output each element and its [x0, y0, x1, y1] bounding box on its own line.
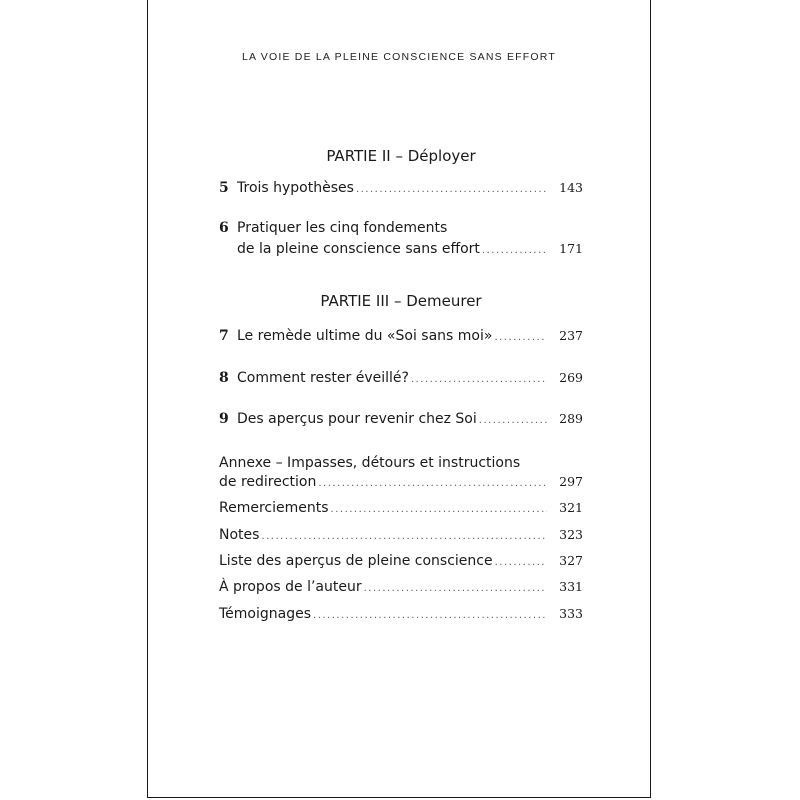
page-number: 333: [559, 606, 583, 621]
toc-entry-liste-apercus[interactable]: [219, 553, 583, 573]
dot-leader: [479, 415, 547, 426]
dot-leader: [313, 610, 547, 621]
chapter-number: 7: [219, 328, 229, 344]
dot-leader: [495, 557, 547, 568]
part-title-iii: PARTIE III – Demeurer: [320, 292, 482, 310]
table-of-contents: [219, 0, 583, 798]
toc-entry-chapter-9[interactable]: [219, 411, 583, 431]
dot-leader: [318, 478, 547, 489]
entry-title: Remerciements: [219, 500, 329, 516]
toc-entry-temoignages[interactable]: [219, 606, 583, 626]
entry-title: Liste des aperçus de pleine conscience: [219, 553, 493, 569]
entry-title: Notes: [219, 527, 260, 543]
running-head: LA VOIE DE LA PLEINE CONSCIENCE SANS EFFORT: [242, 51, 556, 63]
toc-entry-chapter-6-line2[interactable]: [219, 241, 583, 261]
chapter-number: 5: [219, 180, 229, 196]
chapter-number: 8: [219, 370, 229, 386]
toc-entry-chapter-6-line1[interactable]: [219, 220, 447, 236]
book-page: [147, 0, 651, 798]
toc-entry-chapter-7[interactable]: [219, 328, 583, 348]
chapter-title: Des aperçus pour revenir chez Soi: [237, 411, 477, 427]
chapter-title: Le remède ultime du «Soi sans moi»: [237, 328, 493, 344]
toc-entry-notes[interactable]: [219, 527, 583, 547]
chapter-title: Trois hypothèses: [237, 180, 354, 196]
entry-title: À propos de l’auteur: [219, 579, 362, 595]
toc-entry-remerciements[interactable]: [219, 500, 583, 520]
toc-entry-a-propos[interactable]: [219, 579, 583, 599]
toc-entry-chapter-5[interactable]: [219, 180, 583, 200]
dot-leader: [482, 245, 547, 256]
toc-entry-chapter-8[interactable]: [219, 370, 583, 390]
part-title-ii: PARTIE II – Déployer: [326, 147, 476, 165]
page-number: 237: [559, 328, 583, 343]
page-number: 327: [559, 553, 583, 568]
entry-title: Témoignages: [219, 606, 312, 622]
page-number: 289: [559, 411, 583, 426]
chapter-number: 9: [219, 411, 229, 427]
chapter-title-line1: Pratiquer les cinq fondements: [237, 220, 448, 236]
chapter-number: 6: [219, 220, 229, 236]
page-number: 143: [559, 180, 583, 195]
dot-leader: [494, 332, 547, 343]
dot-leader: [356, 184, 547, 195]
toc-entry-annexe-line1[interactable]: Annexe – Impasses, détours et instructions: [219, 455, 521, 471]
dot-leader: [364, 583, 547, 594]
page-number: 297: [559, 474, 583, 489]
chapter-title-line2: de la pleine conscience sans effort: [237, 241, 480, 257]
dot-leader: [331, 504, 547, 515]
page-number: 331: [559, 579, 583, 594]
chapter-title: Comment rester éveillé?: [237, 370, 409, 386]
page-number: 269: [559, 370, 583, 385]
toc-entry-annexe-line2[interactable]: [219, 474, 583, 494]
annexe-title-line2: de redirection: [219, 474, 317, 490]
page-number: 321: [559, 500, 583, 515]
page-number: 171: [559, 241, 583, 256]
dot-leader: [411, 374, 547, 385]
dot-leader: [261, 531, 547, 542]
page-number: 323: [559, 527, 583, 542]
